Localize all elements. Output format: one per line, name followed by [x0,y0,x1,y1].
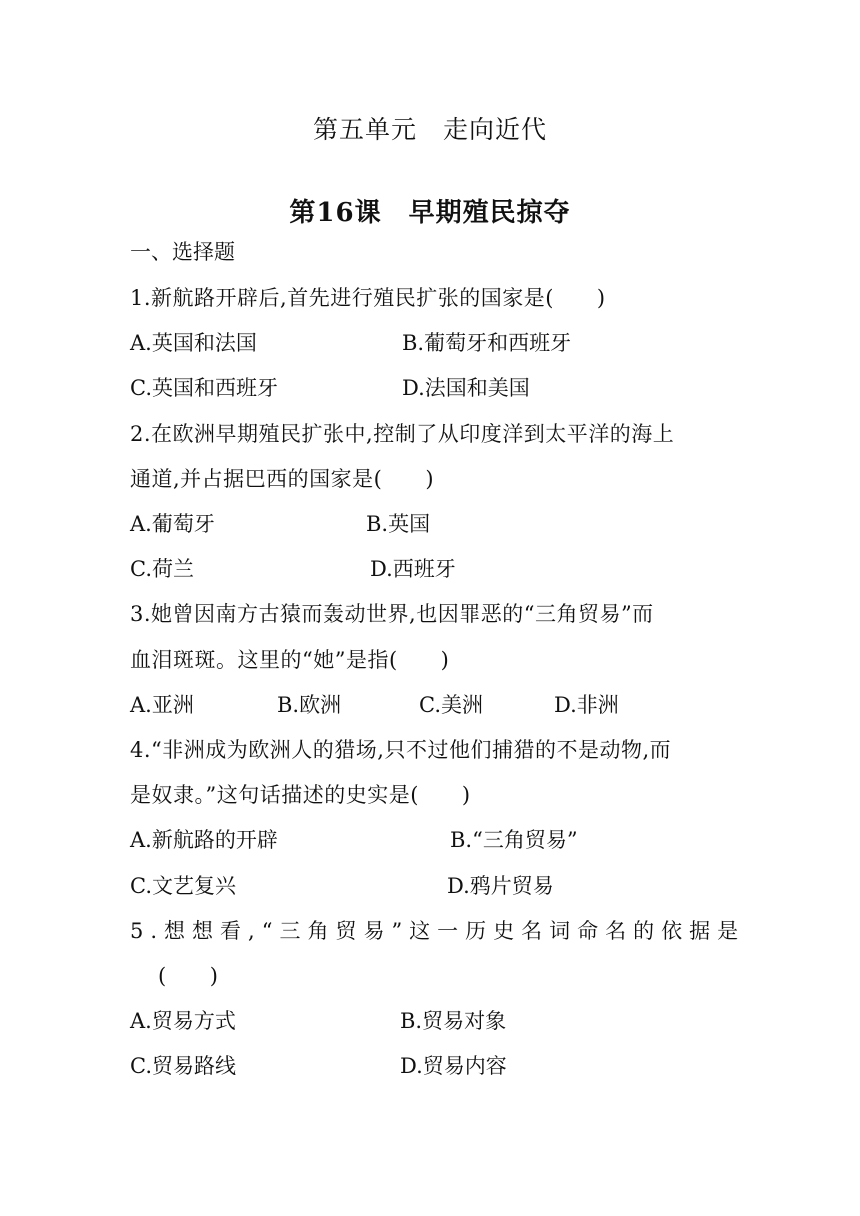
question-4-stem-line-2: 是奴隶。”这句话描述的史实是( ) [130,783,471,807]
question-2-option-b: B.英国 [366,512,431,536]
question-3-stem-line-2: 血泪斑斑。这里的“她”是指( ) [130,648,450,672]
question-1-option-c: C.英国和西班牙 [130,376,278,400]
question-3-stem-line-1: 3.她曾因南方古猿而轰动世界,也因罪恶的“三角贸易”而 [130,602,654,626]
question-5-option-a: A.贸易方式 [130,1009,236,1033]
question-2-option-c: C.荷兰 [130,557,194,581]
question-5-option-b: B.贸易对象 [400,1009,507,1033]
question-1-option-d: D.法国和美国 [402,376,530,400]
question-2-option-d: D.西班牙 [370,557,456,581]
question-5-stem-line-2: ( ) [158,964,219,988]
question-3-option-a: A.亚洲 [130,693,194,717]
question-3-option-c: C.美洲 [419,693,483,717]
question-1-option-a: A.英国和法国 [130,331,257,355]
question-4-option-a: A.新航路的开辟 [130,828,278,852]
question-2-stem-line-2: 通道,并占据巴西的国家是( ) [130,467,435,491]
question-5-option-d: D.贸易内容 [400,1054,507,1078]
unit-title: 第五单元 走向近代 [312,115,547,144]
question-5-option-c: C.贸易路线 [130,1054,236,1078]
question-1-option-b: B.葡萄牙和西班牙 [402,331,572,355]
question-2-option-a: A.葡萄牙 [130,512,215,536]
question-2-stem-line-1: 2.在欧洲早期殖民扩张中,控制了从印度洋到太平洋的海上 [130,422,675,446]
section-heading: 一、选择题 [130,240,235,264]
question-4-option-c: C.文艺复兴 [130,874,236,898]
question-3-option-b: B.欧洲 [277,693,342,717]
question-4-stem-line-1: 4.“非洲成为欧洲人的猎场,只不过他们捕猎的不是动物,而 [130,738,672,762]
question-4-option-d: D.鸦片贸易 [447,874,554,898]
question-3-option-d: D.非洲 [554,693,619,717]
question-4-option-b: B.“三角贸易” [450,828,578,852]
question-5-stem-line-1: 5.想想看,“三角贸易”这一历史名词命名的依据是 [130,919,746,943]
lesson-title: 第16课 早期殖民掠夺 [289,198,571,228]
question-1-stem: 1.新航路开辟后,首先进行殖民扩张的国家是( ) [130,286,606,310]
